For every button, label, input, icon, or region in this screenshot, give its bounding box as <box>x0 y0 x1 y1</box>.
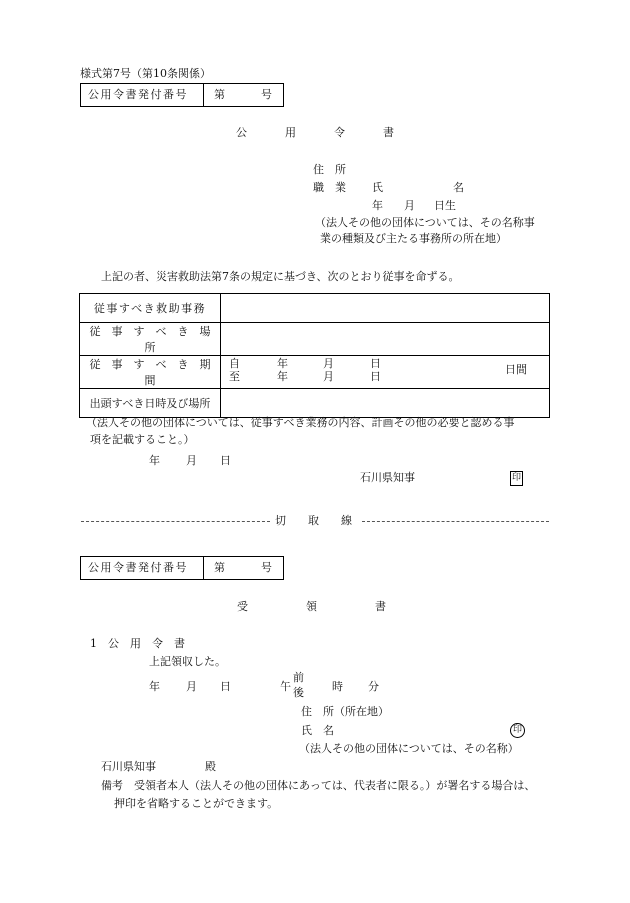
name-label-2: 名 <box>453 181 464 194</box>
receipt-address-label: 住 所（所在地） <box>301 705 389 718</box>
birth-month: 月 <box>404 199 415 212</box>
receipt-hour: 時 <box>332 680 343 693</box>
receipt-ampm-bottom: 後 <box>293 686 304 699</box>
duty-period-label: 従 事 す べ き 期 間 <box>80 356 221 389</box>
receipt-month: 月 <box>186 680 197 693</box>
duty-task-label: 従事すべき救助事務 <box>80 294 221 323</box>
period-to-month: 月 <box>323 370 334 383</box>
receipt-note: （法人その他の団体については、その名称） <box>299 742 519 755</box>
duty-place-value[interactable] <box>221 323 550 356</box>
receipt-year: 年 <box>149 680 160 693</box>
cut-line-left <box>81 521 270 522</box>
issuer: 石川県知事 <box>360 471 415 484</box>
receipt-title-char-3: 書 <box>375 600 386 613</box>
period-to-day: 日 <box>370 370 381 383</box>
addressee-note-line2: 業の種類及び主たる事務所の所在地） <box>320 232 507 245</box>
receipt-day: 日 <box>220 680 231 693</box>
receipt-remark-line2: 押印を省略することができます。 <box>114 797 279 810</box>
receipt-to-governor: 石川県知事 <box>101 760 156 773</box>
addressee-note-line1: （法人その他の団体については、その名称事 <box>315 216 535 229</box>
receipt-go: 午 <box>280 680 291 693</box>
cut-line-label: 切 取 線 <box>275 514 352 527</box>
receipt-received-text: 上記領収した。 <box>149 655 226 668</box>
duty-row-task <box>80 294 550 323</box>
period-from-month: 月 <box>323 357 334 370</box>
receipt-title-char-1: 受 <box>237 600 248 613</box>
receipt-number-box <box>80 556 284 580</box>
period-from-day: 日 <box>370 357 381 370</box>
period-from-year: 年 <box>277 357 288 370</box>
order-title-char-4: 書 <box>383 126 394 139</box>
receipt-remark-line1: 備考 受領者本人（法人その他の団体にあっては、代表者に限る。）が署名する場合は、 <box>101 779 536 792</box>
period-days: 日間 <box>505 363 527 376</box>
table-note-line2: 項を記載すること。） <box>90 433 195 446</box>
receipt-name-label: 氏 名 <box>301 724 334 737</box>
period-to-year: 年 <box>277 370 288 383</box>
duty-table <box>79 293 550 418</box>
duty-row-period <box>80 356 550 389</box>
number-box-label: 公用令書発付番号 <box>88 88 188 101</box>
seal-round-icon: 印 <box>510 723 525 738</box>
name-label-1: 氏 <box>372 181 383 194</box>
receipt-number-box-dai: 第 <box>214 561 225 574</box>
receipt-number-box-go: 号 <box>261 561 272 574</box>
duty-task-value[interactable] <box>221 294 550 323</box>
number-box-go: 号 <box>261 88 272 101</box>
receipt-item-number: 1 <box>90 637 97 650</box>
number-box <box>80 83 284 107</box>
receipt-title-char-2: 領 <box>306 600 317 613</box>
issue-day: 日 <box>220 454 231 467</box>
address-label: 住 所 <box>313 163 346 176</box>
order-title-char-1: 公 <box>236 126 247 139</box>
receipt-dono: 殿 <box>205 760 216 773</box>
duty-row-appearance <box>80 389 550 418</box>
receipt-number-box-label: 公用令書発付番号 <box>88 561 188 574</box>
order-title-char-3: 令 <box>334 126 345 139</box>
birth-year: 年 <box>372 199 383 212</box>
receipt-ampm-top: 前 <box>293 671 304 684</box>
duty-row-place <box>80 323 550 356</box>
issue-month: 月 <box>186 454 197 467</box>
order-text: 上記の者、災害救助法第7条の規定に基づき、次のとおり従事を命ずる。 <box>101 270 460 283</box>
period-from: 自 <box>229 357 240 370</box>
period-to: 至 <box>229 370 240 383</box>
number-box-dai: 第 <box>214 88 225 101</box>
birth-day: 日生 <box>434 199 456 212</box>
receipt-item-label: 公 用 令 書 <box>108 637 185 650</box>
duty-appearance-label: 出頭すべき日時及び場所 <box>80 389 221 418</box>
duty-appearance-value[interactable] <box>221 389 550 418</box>
duty-place-label: 従 事 す べ き 場 所 <box>80 323 221 356</box>
occupation-label: 職 業 <box>313 181 346 194</box>
issue-year: 年 <box>149 454 160 467</box>
cut-line-right <box>362 521 549 522</box>
duty-period-value[interactable] <box>221 356 550 389</box>
form-header: 様式第7号（第10条関係） <box>80 67 211 80</box>
seal-square-icon: 印 <box>510 471 523 486</box>
order-title-char-2: 用 <box>285 126 296 139</box>
receipt-minute: 分 <box>368 680 379 693</box>
table-note-line1: （法人その他の団体については、従事すべき業務の内容、計画その他の必要と認める事 <box>86 416 515 429</box>
